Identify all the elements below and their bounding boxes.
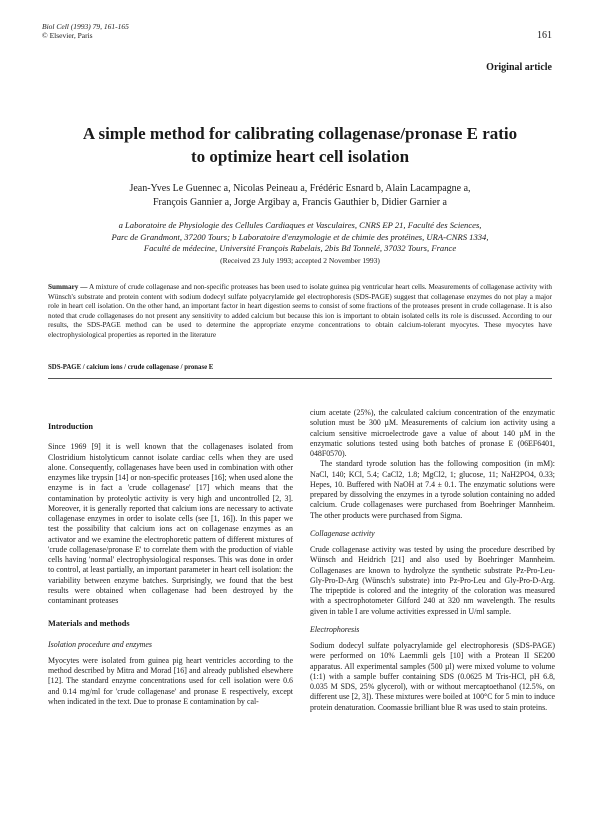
title-line-1: A simple method for calibrating collagenase/pronase E ratio xyxy=(82,124,518,143)
keywords-divider xyxy=(48,378,552,379)
collagenase-activity-text: Crude collagenase activity was tested by using the procedure described by Wünsch and Heidrich [21] and also used by Boehringer Mannheim. Collagenases are known to hydrolyze the synthetic substrate Pz-Pro-Leu-Gly-Pro-D-Arg (Wünsch's substrate) into Pz-Pro-Leu and Gly-Pro-D-Arg. The tripeptide is colored and the integrity of the coloration was measured with a spectrophotometer Gilford 240 at 320 nm wavelength. The results given in table I are volume activities expressed in U/ml sample. xyxy=(310,545,555,616)
abstract-text: A mixture of crude collagenase and non-specific proteases has been used to isolate guinea pig ventricular heart cells. Measurements of collagenase activity with Wünsch's substrate and protein content with sodium dodecyl sulfate polyacrylamide gel electrophoresis (SDS-PAGE) suggest that collagenase enzymes do not play a major role in heart cell isolation. On the other hand, an important factor in heart digestion seems to consist of some fractions of the proteases present in crude collagenase. It is also noted that crude collagenases do not present any sensitivity to added calcium but because this ion is important to obtain isolated cells its role is discussed. According to our results, the SDS-PAGE method can be used to determine the appropriate enzyme concentrations to obtain calcium-tolerant myocytes. These myocytes have electrophysiological properties as reported in the literature xyxy=(48,283,552,339)
continued-text: cium acetate (25%), the calculated calcium concentration of the enzymatic solution must be 300 µM. Measurements of calcium ion activity using a calcium sensitive microelectrode gave a value of about 140 µM in the enzymatic solutions tested using both batches of pronase E (06EF6401, 048F0570). xyxy=(310,408,555,458)
article-type: Original article xyxy=(486,62,552,73)
received-dates: (Received 23 July 1993; accepted 2 November 1993) xyxy=(220,256,380,265)
right-column xyxy=(310,408,555,713)
keywords xyxy=(48,364,552,371)
affiliation-line-1: a Laboratoire de Physiologie des Cellules Cardiaques et Vasculaires, CNRS EP 21, Faculté des Sciences, xyxy=(118,220,482,230)
authors-line-2: François Gannier a, Jorge Argibay a, Francis Gauthier b, Didier Garnier a xyxy=(153,197,447,208)
abstract-label: Summary — xyxy=(48,283,88,291)
section-spacer xyxy=(48,606,293,619)
article-title xyxy=(40,122,560,168)
tyrode-text: The standard tyrode solution has the following composition (in mM): NaCl, 140; KCl, 5.4; CaCl2, 1.8; MgCl2, 1; glucose, 11; NaH2PO4, 0.33; Hepes, 10. Buffered with NaOH at 7.4 ± 0.1. The enzymatic solutions were prepared by dissolving the enzymes in a tyrode solution containing no added calcium. Crude collagenases were purchased from Boehringer Mannheim. The other products were purchased from Sigma. xyxy=(310,459,555,520)
authors-line-1: Jean-Yves Le Guennec a, Nicolas Peineau a, Frédéric Esnard b, Alain Lacampagne a, xyxy=(129,183,471,194)
electrophoresis-subheading: Electrophoresis xyxy=(310,624,360,634)
isolation-text: Myocytes were isolated from guinea pig heart ventricles according to the method described by Mitra and Morad [16] and already published elsewhere [12]. The standard enzyme concentrations used for cell isolation were 0.6 and 0.14 mg/ml for 'crude collagenase' and pronase E respectively, except when indicated in the text. Due to pronase E contamination by cal- xyxy=(48,655,293,706)
journal-reference: Biol Cell (1993) 79, 161-165 xyxy=(42,22,129,31)
journal-citation xyxy=(42,22,129,40)
methods-heading: Materials and methods xyxy=(48,619,130,629)
introduction-heading: Introduction xyxy=(48,422,94,431)
keywords-rest: calcium ions / crude collagenase / pronase E xyxy=(86,364,214,371)
introduction-text: Since 1969 [9] it is well known that the collagenases isolated from Clostridium histolyticum cannot isolate cardiac cells when they are used alone. Consequently, collagenases have been used in combination with other enzymes like trypsin [14] or non-specific proteases [16]; when used alone the enzyme is in fact a 'crude collagenase' [17] which means that the contamination by proteolytic activity is very high and uncontrolled [2, 3]. Moreover, it is generally reported that calcium ions are necessary to activate collagenase enzymes in order to isolate cells (see [1, 16]). In this paper we test the possibility that calcium ions act on collagenase enzymes as an activator and we examine the electrophoretic pattern of different mixtures of 'crude collagenase/pronase E' to correlate them with the production of viable cells having 'normal' electrophysiological responses. This was done in order to control, at least partially, an important parameter in heart cell isolation: the variability between enzyme batches. Surprisingly, we found that the best results were obtained when collagenase had been destroyed by the contaminant proteases xyxy=(48,442,293,605)
electrophoresis-text: Sodium dodecyl sulfate polyacrylamide gel electrophoresis (SDS-PAGE) were performed on 10% Laemmli gels [10] with a Protean II SE200 apparatus. All experimental samples (500 µl) were mixed volume to volume (1:1) with a sample buffer containing SDS (0.0625 M Tris-HCl, pH 6.8, 0.035 M SDS, 25% glycerol), with or without mercaptoethanol (12.5%, on different use [2, 3]). These mixtures were boiled at 100°C for 5 min to induce protein denaturation. Coomassie brilliant blue R was used to stain proteins. xyxy=(310,641,555,712)
page-number: 161 xyxy=(537,30,552,41)
keywords-first: SDS-PAGE / xyxy=(48,364,85,371)
left-column xyxy=(48,422,293,707)
affiliation-line-3: Faculté de médecine, Université François Rabelais, 2bis Bd Tonnelé, 37032 Tours, France xyxy=(143,243,457,253)
title-line-2: to optimize heart cell isolation xyxy=(190,147,410,166)
isolation-subheading: Isolation procedure and enzymes xyxy=(48,639,152,649)
author-list xyxy=(40,182,560,210)
collagenase-activity-subheading: Collagenase activity xyxy=(310,528,375,538)
abstract xyxy=(48,283,552,341)
publisher-line: © Elsevier, Paris xyxy=(42,31,93,40)
affiliation-line-2: Parc de Grandmont, 37200 Tours; b Laboratoire d'enzymologie et de chimie des protéines, URA-CNRS 1334, xyxy=(111,231,489,242)
affiliations xyxy=(40,220,560,255)
